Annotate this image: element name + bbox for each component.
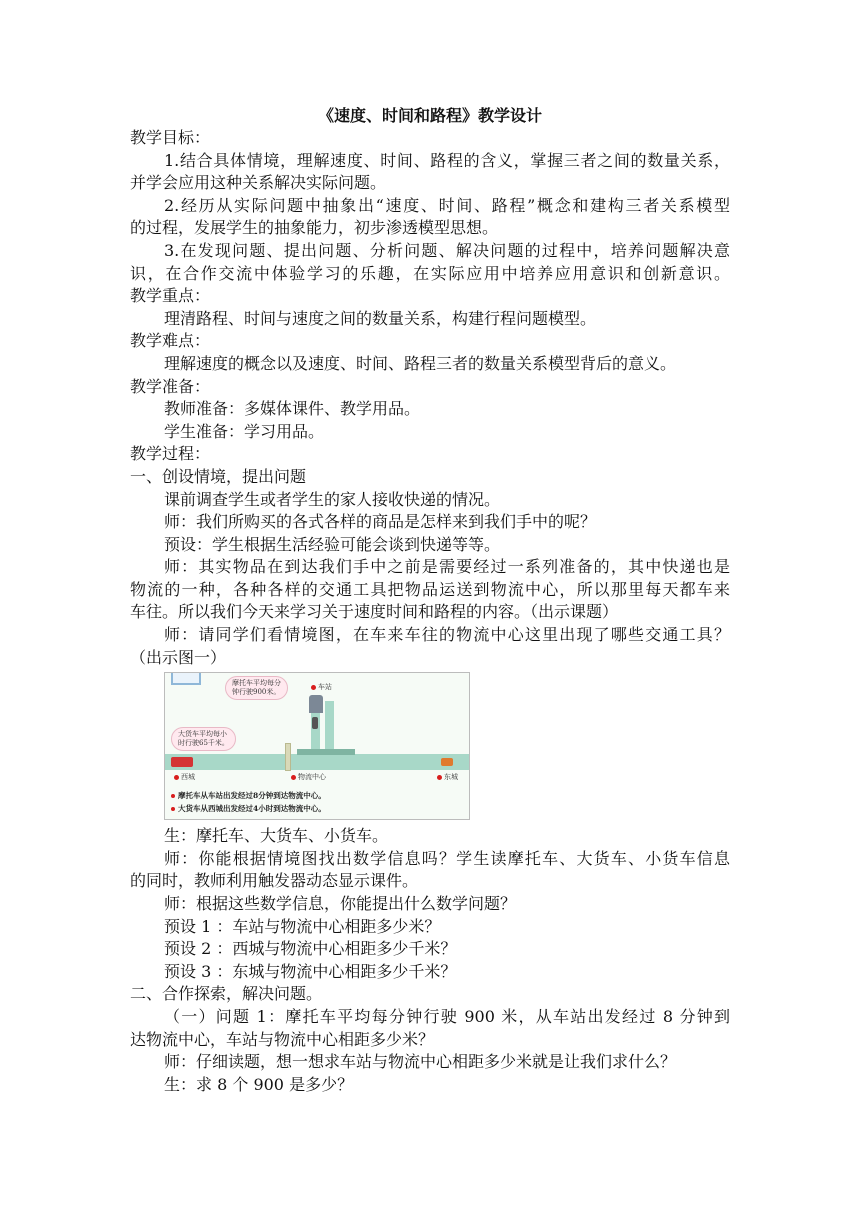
goal-3-line-1: 3.在发现问题、提出问题、分析问题、解决问题的过程中，培养问题解决意 [164, 240, 730, 260]
station-label-text: 车站 [318, 683, 332, 692]
motorcycle-speed-line-1: 摩托车平均每分 [232, 679, 281, 688]
section-2-heading: 二、合作探索，解决问题。 [130, 984, 323, 1004]
preset-3: 预设 3 ：东城与物流中心相距多少千米？ [164, 961, 457, 981]
section-1-para-5-line-1: 师：请同学们看情境图，在车来车往的物流中心这里出现了哪些交通工具？ [164, 625, 730, 645]
truck-speed-line-2: 时行驶65千米。 [178, 739, 229, 748]
goal-2-line-2: 的过程，发展学生的抽象能力，初步渗透模型思想。 [130, 218, 499, 238]
bullet-dot-icon [171, 794, 175, 798]
teacher-preparation: 教师准备：多媒体课件、教学用品。 [164, 399, 421, 419]
student-answer-vehicles: 生：摩托车、大货车、小货车。 [164, 826, 389, 846]
window-decoration [171, 673, 201, 685]
section-1-heading: 一、创设情境，提出问题 [130, 466, 307, 486]
teacher-question-problems: 师：根据这些数学信息，你能提出什么数学问题？ [164, 894, 517, 914]
figure-note-truck-text: 大货车从西城出发经过4小时到达物流中心。 [178, 804, 326, 814]
east-city-label [437, 773, 458, 782]
section-1-para-4-line-3: 车往。所以我们今天来学习关于速度时间和路程的内容。（出示课题） [130, 602, 619, 622]
problem-1-line-1: （一）问题 1：摩托车平均每分钟行驶 900 米，从车站出发经过 8 分钟到 [164, 1007, 730, 1026]
logistics-center-post [285, 743, 291, 771]
location-dot-icon [437, 775, 442, 780]
motorcycle-speed-bubble [225, 676, 288, 700]
heading-preparation: 教学准备： [130, 376, 211, 396]
document-body [130, 127, 730, 1096]
figure-note-truck [171, 804, 326, 814]
heading-teaching-goals: 教学目标： [130, 128, 211, 147]
section-1-para-5-line-2: （出示图一） [130, 647, 227, 667]
van-icon [441, 758, 453, 766]
truck-speed-line-1: 大货车平均每小 [178, 730, 227, 739]
logistics-center-label [291, 773, 326, 782]
figure-note-motorcycle [171, 791, 326, 801]
student-preparation: 学生准备：学习用品。 [164, 421, 325, 441]
west-city-label-text: 西城 [181, 773, 195, 782]
location-dot-icon [291, 775, 296, 780]
station-building [309, 695, 323, 713]
figure-note-motorcycle-text: 摩托车从车站出发经过8分钟到达物流中心。 [178, 791, 326, 801]
preset-1: 预设 1 ：车站与物流中心相距多少米？ [164, 916, 441, 936]
location-dot-icon [311, 685, 316, 690]
scenario-figure [164, 672, 470, 820]
teacher-question-info-line-2: 的同时，教师利用触发器动态显示课件。 [130, 871, 419, 891]
east-city-label-text: 东城 [444, 773, 458, 782]
motorcycle-speed-line-2: 钟行驶900米。 [232, 688, 281, 697]
goal-2-line-1: 2.经历从实际问题中抽象出“速度、时间、路程”概念和建构三者关系模型 [164, 195, 730, 215]
heading-key-points: 教学重点： [130, 286, 211, 306]
west-city-label [174, 773, 195, 782]
difficulties-text: 理解速度的概念以及速度、时间、路程三者的数量关系模型背后的意义。 [164, 353, 677, 373]
goal-3-line-2: 识，在合作交流中体验学习的乐趣，在实际应用中培养应用意识和创新意识。 [130, 263, 730, 283]
motorcycle-icon [312, 717, 318, 729]
logistics-center-label-text: 物流中心 [298, 773, 326, 782]
teacher-question-read: 师：仔细读题，想一想求车站与物流中心相距多少米就是让我们求什么？ [164, 1052, 677, 1072]
student-answer-multiply: 生：求 8 个 900 是多少？ [164, 1074, 354, 1094]
truck-icon [171, 757, 193, 767]
heading-difficulties: 教学难点： [130, 331, 211, 351]
section-1-para-4-line-2: 物流的一种，各种各样的交通工具把物品运送到物流中心，所以那里每天都车来 [130, 579, 730, 599]
heading-process: 教学过程： [130, 444, 211, 464]
preset-2: 预设 2 ：西城与物流中心相距多少千米？ [164, 939, 457, 959]
section-1-para-1: 课前调查学生或者学生的家人接收快递的情况。 [164, 489, 501, 509]
teacher-question-info-line-1: 师：你能根据情境图找出数学信息吗？学生读摩托车、大货车、小货车信息 [164, 848, 730, 868]
section-1-para-3: 预设：学生根据生活经验可能会谈到快递等等。 [164, 534, 501, 554]
key-points-text: 理清路程、时间与速度之间的数量关系，构建行程问题模型。 [164, 308, 597, 328]
section-1-para-4-line-1: 师：其实物品在到达我们手中之前是需要经过一系列准备的，其中快递也是 [164, 557, 730, 577]
document-title: 《速度、时间和路程》教学设计 [317, 106, 542, 125]
goal-1-line-2: 并学会应用这种关系解决实际问题。 [130, 173, 387, 193]
truck-speed-bubble [171, 727, 236, 751]
location-dot-icon [174, 775, 179, 780]
station-label [311, 683, 332, 692]
section-1-para-2: 师：我们所购买的各式各样的商品是怎样来到我们手中的呢？ [164, 512, 597, 532]
bullet-dot-icon [171, 807, 175, 811]
logistics-center-sign [297, 749, 355, 755]
goal-1-line-1: 1.结合具体情境，理解速度、时间、路程的含义，掌握三者之间的数量关系， [164, 150, 730, 170]
problem-1-line-2: 达物流中心，车站与物流中心相距多少米？ [130, 1029, 435, 1049]
